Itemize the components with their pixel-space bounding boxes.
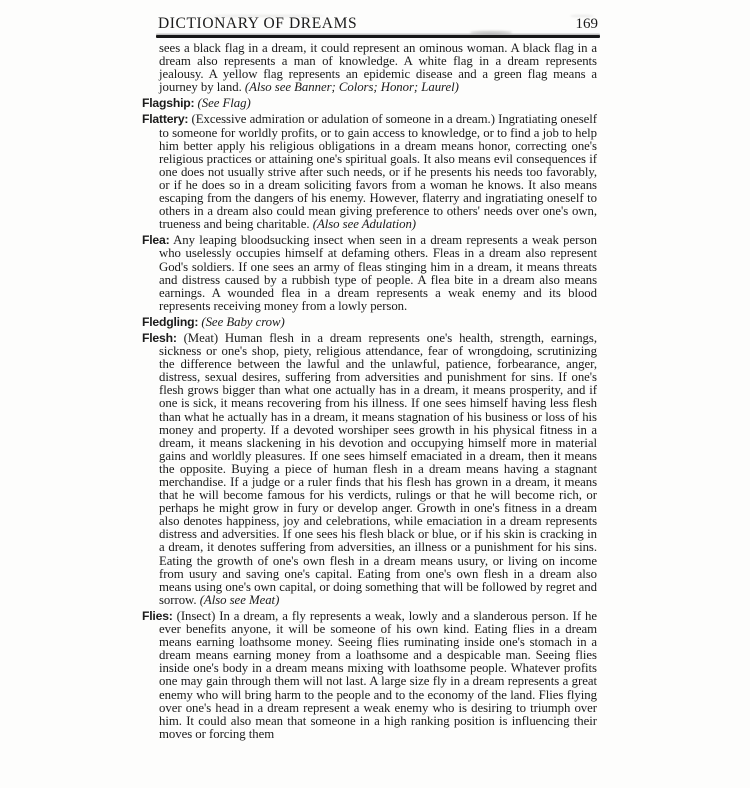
scan-smudge: [570, 15, 594, 17]
entry-body: sees a black flag in a dream, it could represent an ominous woman. A black flag in a dream also represents a man of knowledge. A white flag in a dream represents jealousy. A yellow flag represents an epidemic disease and a green flag means a journey by land.: [159, 41, 597, 95]
entry-term: Flea:: [142, 233, 170, 248]
entry-body: Any leaping bloodsucking insect when seen in a dream represents a weak person who uselessly occupies himself at defaming others. Fleas in a dream also represent God's soldiers. If one sees an army of fleas stinging him in a dream, it means threats and distress caused by a rubbish type of people. A flea bite in a dream also means earnings. A wounded flea in a dream represents a weak enemy and its blood represents receiving money from a lowly person.: [159, 233, 597, 313]
entry-flattery: [142, 113, 597, 231]
entry-see-also: (See Flag): [197, 96, 251, 111]
entry-flies: [142, 610, 597, 741]
entry-see-also: (See Baby crow): [201, 314, 285, 329]
entry-term: Flies:: [142, 608, 173, 623]
entry-flesh: [142, 332, 597, 607]
entry-flag-continuation: [142, 42, 597, 94]
entry-body: (Insect) In a dream, a fly represents a weak, lowly and a slanderous person. If he ever benefits anyone, it will be someone of his own kind. Eating flies in a dream means earning loathsome money. Seeing flies ruminating inside one's stomach in a dream means earning money from a loathsome and a despicable man. Seeing flies inside one's body in a dream means mixing with loathsome people. Whatever profits one may gain through them will not last. A large size fly in a dream represents a great enemy who will bring harm to the people and to the economy of the land. Flies flying over one's head in a dream represent a weak enemy who is desiring to triumph over him. It could also mean that someone in a high ranking position is influencing their moves or forcing them: [159, 608, 597, 741]
entry-flea: [142, 234, 597, 313]
entry-fledgling: [142, 316, 597, 329]
entry-term: Flagship:: [142, 96, 195, 111]
entry-term: Fledgling:: [142, 314, 199, 329]
header-rule: [156, 35, 600, 38]
entry-see-also: (Also see Banner; Colors; Honor; Laurel): [244, 80, 459, 95]
entry-flagship: [142, 97, 597, 110]
header-title: DICTIONARY OF DREAMS: [158, 15, 358, 32]
running-header: [158, 15, 598, 33]
entry-see-also: (Also see Meat): [199, 592, 280, 607]
entry-see-also: (Also see Adulation): [312, 217, 417, 232]
page-text-column: [142, 42, 597, 744]
scan-smudge: [205, 15, 325, 17]
entry-term: Flattery:: [142, 112, 189, 127]
entry-body: (Excessive admiration or adulation of someone in a dream.) Ingratiating oneself to someone for worldly profits, or to gain access to knowledge, or to find a job to help him better apply his religious obligations in a dream means honor, correcting one's religious practices or attaining one's spiritual goals. It also means evil consequences if one does not usually strive after such needs, or if he presents his needs too favorably, or if he does so in a dream soliciting favors from a woman he knows. It also means escaping from the dangers of his enemy. However, flaterry and ingratiating oneself to others in a dream also could mean giving preference to others' needs over one's own, trueness and being charitable.: [159, 112, 597, 232]
entry-body: (Meat) Human flesh in a dream represents one's health, strength, earnings, sickness or one's shop, piety, religious attendance, fear of wrongdoing, scrutinizing the difference between the lawful and the unlawful, patience, forbearance, anger, distress, sexual desires, suffering from adversities and punishment for sins. If one's flesh grows bigger than what one actually has in a dream, it means prosperity, and if one is sick, it means recovering from his illness. If one sees himself having less flesh than what he actually has in a dream, it means stagnation of his business or loss of his money and property. If a devoted worshiper sees growth in his physical fitness in a dream, it means slackening in his devotion and occupying himself more in material gains and worldly pleasures. If one sees himself emaciated in a dream, then it means the opposite. Buying a piece of human flesh in a dream means having a stagnant merchandise. If a judge or a ruler finds that his flesh has grown in a dream, it means that he will become famous for his verdicts, rulings or that he will become rich, or perhaps he might grow in fury or develop anger. Growth in one's fitness in a dream also denotes happiness, joy and celebrations, while emaciation in a dream represents distress and adversities. If one sees his flesh black or blue, or if his skin is cracking in a dream, it denotes suffering from adversities, an illness or a punishment for his sins. Eating the growth of one's own flesh in a dream means usury, or living on income from usury and saving one's capital. Eating from one's own flesh in a dream also means using one's own capital, or doing something that will be followed by regret and sorrow.: [159, 330, 597, 607]
page-number: 169: [575, 16, 598, 32]
entry-term: Flesh:: [142, 330, 177, 345]
scan-smudge: [470, 31, 512, 34]
